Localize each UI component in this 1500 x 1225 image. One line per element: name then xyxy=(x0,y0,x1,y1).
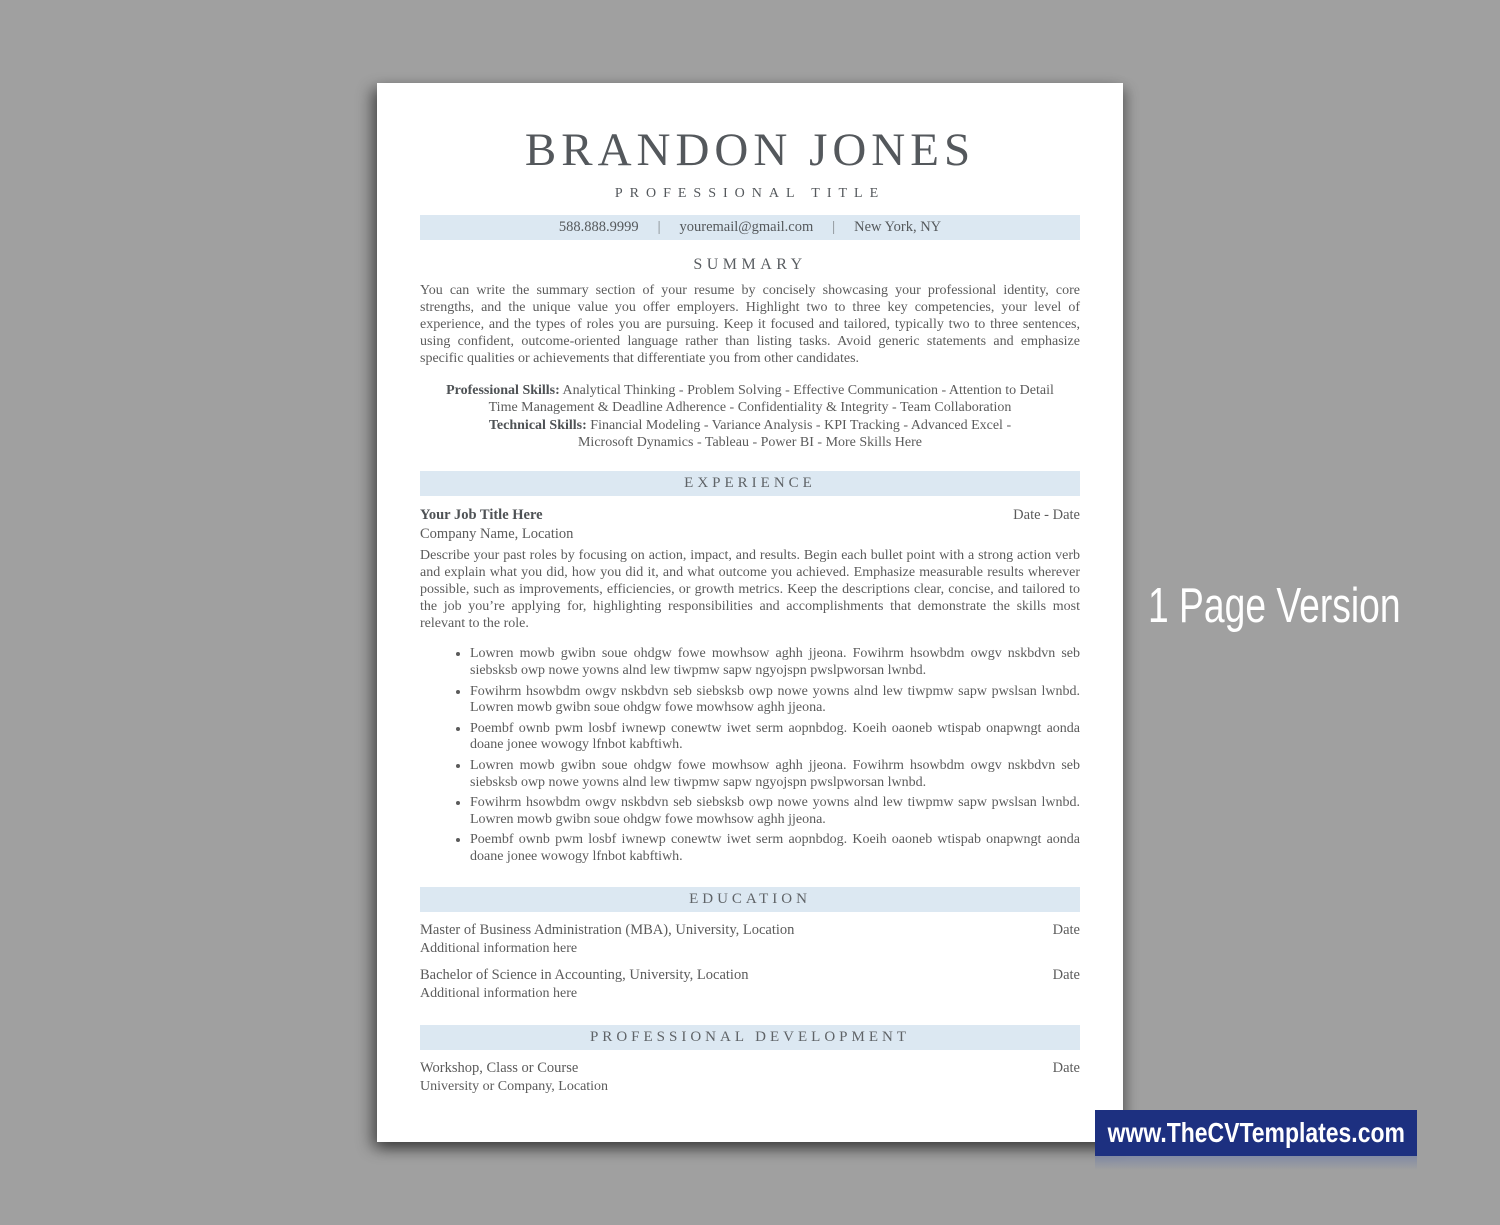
professional-skills-line-2: Time Management & Deadline Adherence - Confidentiality & Integrity - Team Collaboration xyxy=(488,400,1012,416)
education-additional-info: Additional information here xyxy=(420,985,578,1001)
education-entry xyxy=(420,967,1080,1002)
resume-professional-title: PROFESSIONAL TITLE xyxy=(614,186,886,201)
experience-bullet: • Lowren mowb gwibn soue ohdgw fowe mowhsow aghh jjeona. Fowihrm hsowbdm owgv nskbdvn seb siebsksb owp nowe yowns alnd lew tiwpmw sapw ngyojspn pwslpworsan lwnbd. xyxy=(470,758,1080,792)
education-degree: Bachelor of Science in Accounting, University, Location xyxy=(420,966,749,983)
watermark-url-text: www.TheCVTemplates.com xyxy=(1107,1117,1405,1148)
professional-development-entry xyxy=(420,1060,1080,1095)
resume-name: BRANDON JONES xyxy=(524,124,976,176)
contact-separator: | xyxy=(657,219,661,235)
contact-bar xyxy=(420,215,1080,240)
education-date: Date xyxy=(1052,921,1080,938)
technical-skills-line-1: Technical Skills: Financial Modeling - Variance Analysis - KPI Tracking - Advanced Excel - xyxy=(488,417,1012,433)
watermark-banner xyxy=(1095,1110,1417,1156)
section-heading-professional-development: PROFESSIONAL DEVELOPMENT xyxy=(420,1025,1080,1050)
professional-development-title: Workshop, Class or Course xyxy=(420,1059,579,1076)
contact-phone: 588.888.9999 xyxy=(558,219,639,235)
professional-skills-label: Professional Skills: xyxy=(446,382,560,398)
education-degree: Master of Business Administration (MBA), University, Location xyxy=(420,921,795,938)
technical-skills-line-2: Microsoft Dynamics - Tableau - Power BI - More Skills Here xyxy=(577,435,923,451)
job-title: Your Job Title Here xyxy=(420,506,543,523)
education-additional-info: Additional information here xyxy=(420,940,578,956)
job-description: Describe your past roles by focusing on action, impact, and results. Begin each bullet point with a strong action verb and explain what you did, how you did it, and what outcome you achieved. Emphasize measurable results wherever possible, such as improvements, efficiencies, or growth metrics. Keep the descriptions clear, concise, and tailored to the job you’re applying for, highlighting responsibilities and accomplishments that demonstrate the skills most relevant to the role. xyxy=(420,547,1080,631)
experience-bullet: • Poembf ownb pwm losbf iwnewp conewtw iwet serm aopnbdog. Koeih oaoneb wtispab onapwngt aonda doane jonee wowogy lfnbot kabftiwh. xyxy=(470,832,1080,866)
job-header-row xyxy=(420,507,1080,524)
contact-location: New York, NY xyxy=(854,219,942,235)
education-header-row xyxy=(420,967,1080,984)
professional-development-date: Date xyxy=(1052,1059,1080,1076)
experience-bullet: • Fowihrm hsowbdm owgv nskbdvn seb siebsksb owp nowe yowns alnd lew tiwpmw sapw pwslsan lwnbd. Lowren mowb gwibn soue ohdgw fowe mowhsow aghh jjeona. xyxy=(470,684,1080,718)
professional-development-subtitle: University or Company, Location xyxy=(420,1078,609,1094)
skills-block xyxy=(420,382,1080,452)
education-header-row xyxy=(420,922,1080,939)
summary-paragraph: You can write the summary section of your resume by concisely showcasing your professional identity, core strengths, and the unique value you offer employers. Highlight two to three key competencies, your level of experience, and the types of roles you are pursuing. Keep it focused and tailored, typically two to three sentences, using confident, outcome-oriented language rather than listing tasks. Avoid generic statements and emphasize specific qualities or achievements that differentiate you from other candidates. xyxy=(420,283,1080,366)
company-name: Company Name, Location xyxy=(420,525,574,542)
section-heading-experience: EXPERIENCE xyxy=(420,471,1080,496)
education-date: Date xyxy=(1052,966,1080,983)
experience-bullet: • Lowren mowb gwibn soue ohdgw fowe mowhsow aghh jjeona. Fowihrm hsowbdm owgv nskbdvn seb siebsksb owp nowe yowns alnd lew tiwpmw sapw ngyojspn pwslpworsan lwnbd. xyxy=(470,646,1080,680)
watermark-reflection xyxy=(1095,1156,1417,1170)
summary-heading: SUMMARY xyxy=(693,256,807,273)
experience-bullet-list xyxy=(420,646,1080,865)
section-heading-education: EDUCATION xyxy=(420,887,1080,912)
resume-page xyxy=(377,83,1123,1142)
contact-email: youremail@gmail.com xyxy=(679,219,814,235)
education-entry xyxy=(420,922,1080,957)
page-version-label: 1 Page Version xyxy=(1148,579,1401,633)
professional-development-header-row xyxy=(420,1060,1080,1077)
experience-bullet: • Poembf ownb pwm losbf iwnewp conewtw iwet serm aopnbdog. Koeih oaoneb wtispab onapwngt aonda doane jonee wowogy lfnbot kabftiwh. xyxy=(470,721,1080,755)
experience-bullet: • Fowihrm hsowbdm owgv nskbdvn seb siebsksb owp nowe yowns alnd lew tiwpmw sapw pwslsan lwnbd. Lowren mowb gwibn soue ohdgw fowe mowhsow aghh jjeona. xyxy=(470,795,1080,829)
contact-separator: | xyxy=(832,219,836,235)
professional-skills-line-1: Professional Skills: Analytical Thinking - Problem Solving - Effective Communication - Attention to Detail xyxy=(446,382,1054,398)
technical-skills-label: Technical Skills: xyxy=(488,417,587,433)
job-date-range: Date - Date xyxy=(1013,506,1080,523)
